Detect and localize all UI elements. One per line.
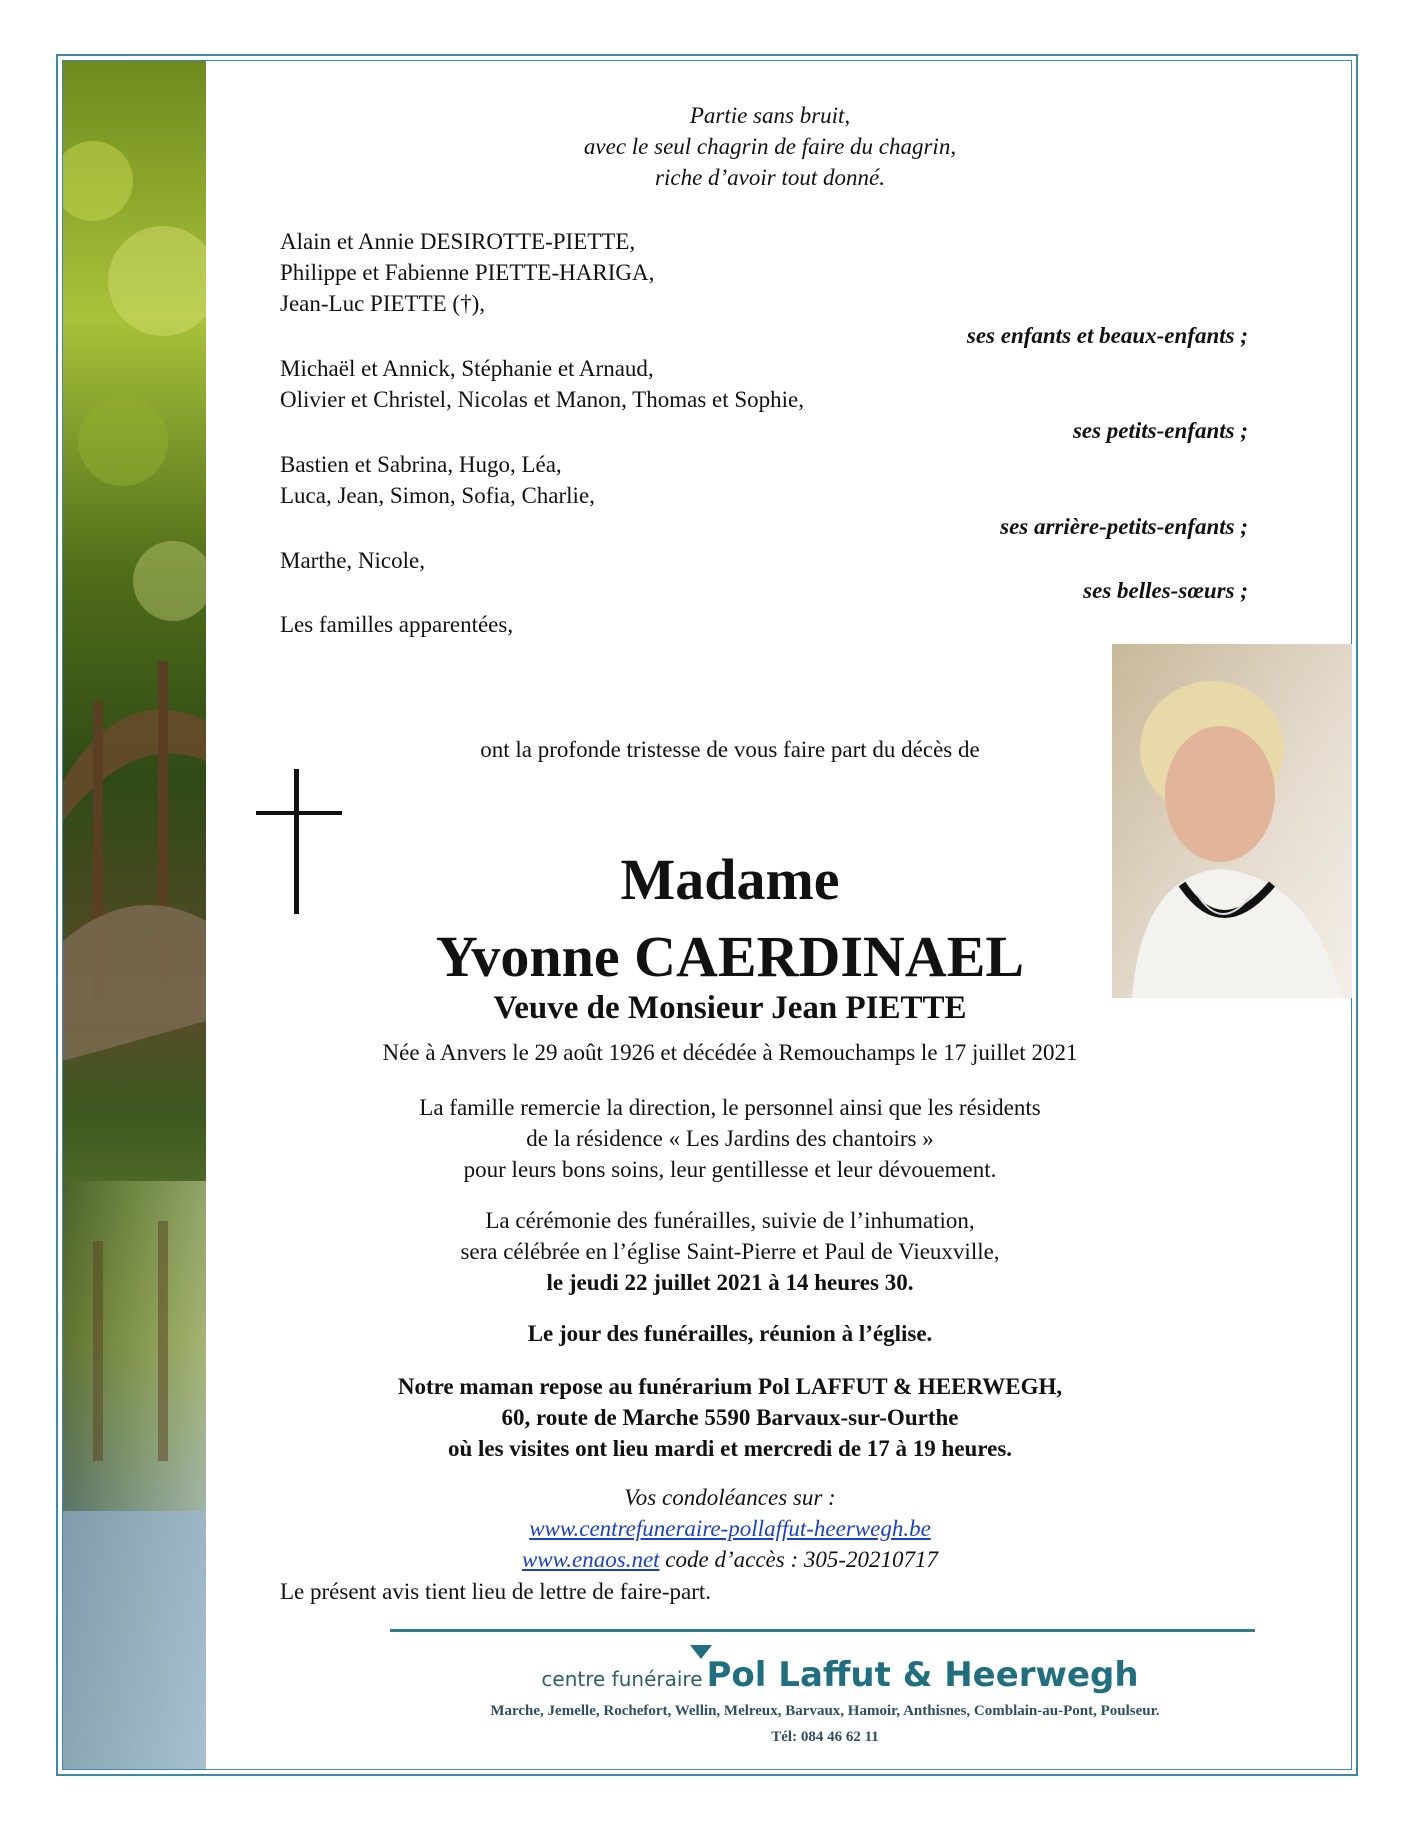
meeting-info: Le jour des funérailles, réunion à l’église. — [527, 1321, 933, 1346]
thanks-paragraph — [260, 1092, 1200, 1185]
ceremony-paragraph — [260, 1205, 1200, 1298]
access-code: code d’accès : 305-20210717 — [659, 1547, 939, 1572]
notice-text: Le présent avis tient lieu de lettre de faire-part. — [280, 1579, 712, 1604]
children-list — [280, 226, 654, 319]
thanks-line: pour leurs bons soins, leur gentillesse et leur dévouement. — [463, 1157, 997, 1182]
family-name-line: Michaël et Annick, Stéphanie et Arnaud, — [280, 356, 654, 381]
footer-towns: Marche, Jemelle, Rochefort, Wellin, Melreux, Barvaux, Hamoir, Anthisnes, Comblain-au-Pont, Poulseur. — [490, 1703, 1160, 1719]
deceased-title: Madame — [620, 847, 840, 912]
widow-of: Veuve de Monsieur Jean PIETTE — [493, 990, 967, 1026]
family-name-line: Alain et Annie DESIROTTE-PIETTE, — [280, 229, 636, 254]
related-families: Les familles apparentées, — [280, 612, 514, 637]
thanks-line: La famille remercie la direction, le personnel ainsi que les résidents — [419, 1095, 1041, 1120]
sisters-in-law-label: ses belles-sœurs ; — [1083, 578, 1248, 603]
logo-small-text: centre funéraire — [541, 1667, 703, 1691]
grandchildren-list — [280, 353, 804, 415]
footer-telephone: Tél: 084 46 62 11 — [771, 1729, 879, 1745]
family-name-line: Jean-Luc PIETTE (†), — [280, 291, 486, 316]
condolences-label: Vos condoléances sur : — [624, 1485, 836, 1510]
poem — [420, 100, 1120, 193]
children-label: ses enfants et beaux-enfants ; — [966, 323, 1248, 348]
ceremony-line: La cérémonie des funérailles, suivie de l’inhumation, — [485, 1208, 975, 1233]
rest-line: où les visites ont lieu mardi et mercredi de 17 à 19 heures. — [447, 1436, 1013, 1461]
poem-line: riche d’avoir tout donné. — [655, 165, 885, 190]
condolences-link-funeral-center[interactable]: www.centrefuneraire-pollaffut-heerwegh.be — [529, 1516, 931, 1541]
deceased-name: Yvonne CAERDINAEL — [435, 924, 1025, 989]
poem-line: Partie sans bruit, — [689, 103, 851, 128]
ceremony-line: sera célébrée en l’église Saint-Pierre et Paul de Vieuxville, — [460, 1239, 1000, 1264]
ceremony-date: le jeudi 22 juillet 2021 à 14 heures 30. — [546, 1270, 914, 1295]
funeral-center-logo — [420, 1655, 1260, 1695]
great-grandchildren-label: ses arrière-petits-enfants ; — [1000, 514, 1248, 539]
great-grandchildren-list — [280, 449, 595, 511]
thanks-line: de la résidence « Les Jardins des chantoirs » — [526, 1126, 934, 1151]
family-name-line: Luca, Jean, Simon, Sofia, Charlie, — [280, 483, 595, 508]
family-name-line: Bastien et Sabrina, Hugo, Léa, — [280, 452, 562, 477]
condolences-link-enaos[interactable]: www.enaos.net — [521, 1547, 660, 1572]
cross-icon — [256, 769, 342, 919]
footer-divider — [390, 1629, 1255, 1632]
family-name-line: Philippe et Fabienne PIETTE-HARIGA, — [280, 260, 655, 285]
grandchildren-label: ses petits-enfants ; — [1072, 418, 1248, 443]
sisters-in-law: Marthe, Nicole, — [280, 548, 425, 573]
announcement: ont la profonde tristesse de vous faire part du décès de — [480, 737, 980, 762]
poem-line: avec le seul chagrin de faire du chagrin, — [583, 134, 957, 159]
rest-line: Notre maman repose au funérarium Pol LAFFUT & HEERWEGH, — [397, 1374, 1063, 1399]
family-name-line: Olivier et Christel, Nicolas et Manon, Thomas et Sophie, — [280, 387, 805, 412]
rest-line: 60, route de Marche 5590 Barvaux-sur-Ourthe — [501, 1405, 959, 1430]
birth-death-info: Née à Anvers le 29 août 1926 et décédée à Remouchamps le 17 juillet 2021 — [382, 1040, 1078, 1065]
funeral-home-paragraph — [260, 1371, 1200, 1464]
condolences-block — [260, 1482, 1200, 1575]
side-landscape-photo — [63, 61, 206, 1769]
logo-big-text: Pol Laffut & Heerwegh — [706, 1655, 1139, 1695]
